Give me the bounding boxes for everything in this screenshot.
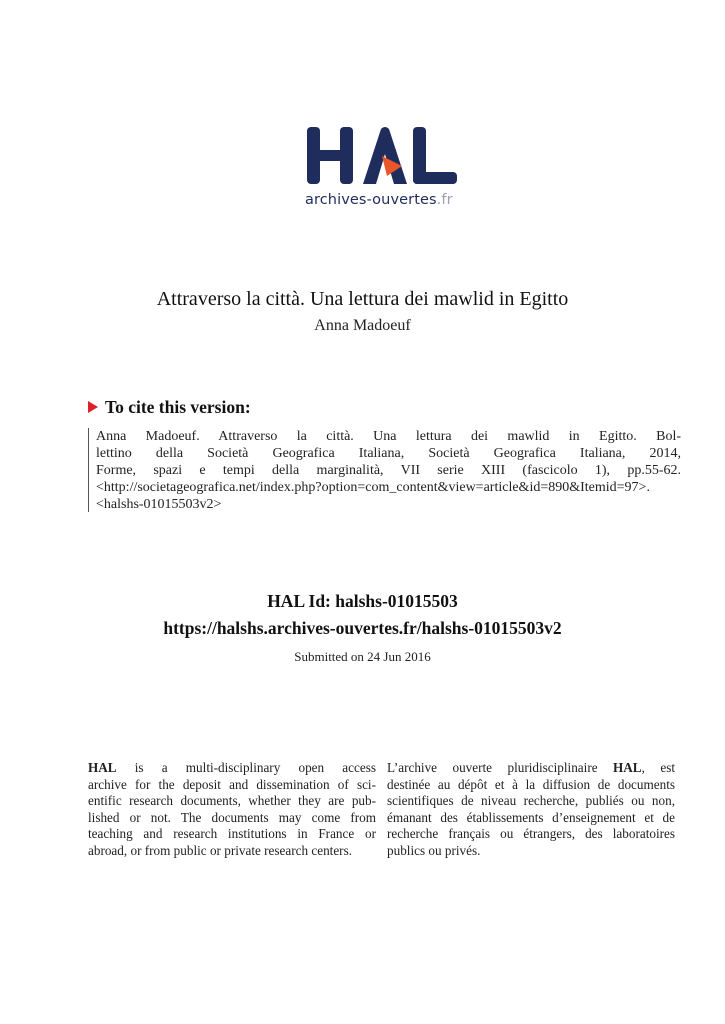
abstract-line: L’archive ouverte pluridisciplinaire HAL, est	[387, 760, 675, 775]
abstract-line: HAL is a multi-disciplinary open access	[88, 760, 376, 775]
hal-id: HAL Id: halshs-01015503	[267, 591, 458, 611]
abstract-english	[88, 760, 376, 859]
document-title: Attraverso la città. Una lettura dei mawlid in Egitto	[156, 288, 569, 310]
hal-logo	[305, 124, 460, 214]
submission-date: Submitted on 24 Jun 2016	[294, 649, 431, 664]
abstract-line: entific research documents, whether they are pub-	[88, 793, 376, 808]
abstract-hal-bold: HAL	[88, 760, 117, 775]
abstract-line: abroad, or from public or private research centers.	[88, 842, 352, 858]
abstract-line: archive for the deposit and dissemination of sci-	[88, 776, 376, 792]
abstract-line: publics ou privés.	[387, 842, 481, 858]
citation-line: Forme, spazi e tempi della marginalità, VII serie XIII (fascicolo 1), pp.55-62.	[96, 463, 681, 478]
hal-logo-icon	[305, 124, 460, 188]
triangle-bullet-icon	[88, 401, 98, 413]
citation-line: <halshs-01015503v2>	[96, 497, 222, 512]
abstract-line: recherche français ou étrangers, des laboratoires	[387, 826, 675, 841]
abstract-line: lished or not. The documents may come from	[88, 809, 376, 825]
abstract-line: émanant des établissements d’enseignement et de	[387, 809, 675, 825]
document-author: Anna Madoeuf	[314, 317, 411, 334]
citation-line: Anna Madoeuf. Attraverso la città. Una lettura dei mawlid in Egitto. Bol-	[96, 429, 681, 444]
hal-url-link[interactable]: https://halshs.archives-ouvertes.fr/halshs-01015503v2	[163, 618, 562, 638]
abstract-french	[387, 760, 675, 859]
cite-heading	[88, 396, 251, 418]
citation-url-link[interactable]: <http://societageografica.net/index.php?option=com_content&view=article&id=890&Itemid=97>.	[96, 480, 650, 495]
abstract-line: teaching and research institutions in France or	[88, 826, 376, 841]
abstract-line: scientifiques de niveau recherche, publiés ou non,	[387, 793, 675, 808]
cite-heading-text: To cite this version:	[105, 397, 251, 417]
abstract-line: destinée au dépôt et à la diffusion de documents	[387, 776, 675, 792]
citation-line: lettino della Società Geografica Italiana, Società Geografica Italiana, 2014,	[96, 446, 681, 461]
abstract-hal-bold: HAL	[613, 760, 642, 775]
hal-logo-subtitle: archives-ouvertes.fr	[305, 192, 453, 208]
citation-block	[88, 428, 714, 512]
